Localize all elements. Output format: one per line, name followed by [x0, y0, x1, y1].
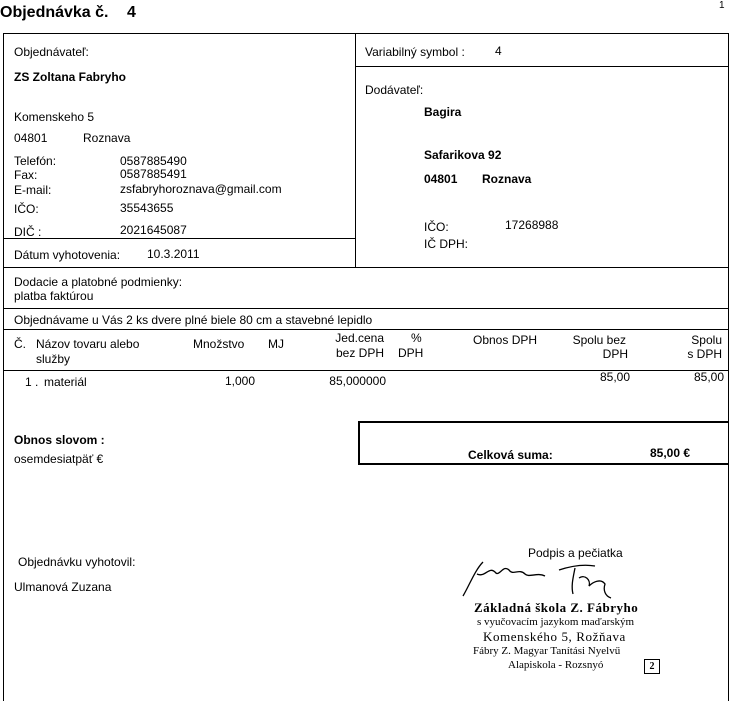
divider-vertical — [355, 33, 356, 267]
col-qty: Množstvo — [193, 337, 245, 351]
col-name-line1: Názov tovaru alebo — [36, 337, 140, 351]
prepared-name: Ulmanová Zuzana — [14, 580, 112, 594]
col-total-ex-line1: Spolu bez — [572, 333, 626, 347]
orderer-zip: 04801 — [14, 131, 48, 145]
divider-table-head — [3, 329, 729, 330]
order-description: Objednávame u Vás 2 ks dvere plné biele 80 cm a stavebné lepidlo — [14, 313, 373, 327]
amount-words-value: osemdesiatpäť € — [14, 452, 104, 466]
date-label: Dátum vyhotovenia: — [14, 248, 121, 262]
divider-terms — [3, 267, 729, 268]
col-no: Č. — [14, 337, 26, 351]
row-total-ex: 85,00 — [599, 370, 630, 384]
supplier-name: Bagira — [424, 105, 462, 119]
handwritten-signature — [455, 556, 625, 600]
email-label: E-mail: — [14, 183, 52, 197]
stamp-line2: s vyučovacím jazykom maďarským — [477, 616, 635, 628]
ico-value: 35543655 — [120, 201, 174, 215]
phone-label: Telefón: — [14, 154, 57, 168]
orderer-street: Komenskeho 5 — [14, 110, 95, 124]
terms-label: Dodacie a platobné podmienky: — [14, 275, 183, 289]
dic-value: 2021645087 — [120, 223, 187, 237]
col-total-line1: Spolu — [691, 333, 722, 347]
stamp-line4: Fábry Z. Magyar Tanítási Nyelvű — [473, 645, 621, 657]
col-total-line2: s DPH — [687, 347, 722, 361]
supplier-ico-value: 17268988 — [505, 218, 559, 232]
amount-words-label: Obnos slovom : — [14, 433, 105, 447]
total-value: 85,00 € — [650, 446, 691, 460]
divider-vs — [355, 66, 729, 67]
col-unit: MJ — [268, 337, 284, 351]
total-label: Celková suma: — [468, 448, 553, 462]
ico-label: IČO: — [14, 202, 39, 216]
row-price: 85,000000 — [329, 374, 386, 388]
row-total: 85,00 — [693, 370, 724, 384]
frame-right — [728, 33, 729, 701]
row-qty: 1,000 — [224, 374, 255, 388]
signature-label: Podpis a pečiatka — [528, 546, 623, 560]
page-title — [0, 4, 136, 22]
order-number: 4 — [126, 4, 136, 21]
date-value: 10.3.2011 — [147, 247, 200, 261]
fax-value: 0587885491 — [120, 167, 187, 181]
row-name: materiál — [44, 375, 87, 389]
supplier-label: Dodávateľ: — [365, 83, 424, 97]
orderer-label: Objednávateľ: — [14, 45, 89, 59]
stamp-line3: Komenského 5, Rožňava — [483, 629, 626, 644]
page-number: 1 — [719, 0, 725, 11]
stamp-line1: Základná škola Z. Fábryho — [474, 600, 639, 615]
vs-value: 4 — [495, 44, 502, 58]
supplier-ico-label: IČO: — [424, 220, 449, 234]
stamp-box: 2 — [644, 659, 660, 674]
frame-top — [3, 33, 729, 34]
supplier-street: Safarikova 92 — [424, 148, 502, 162]
col-vat-line1: % — [411, 331, 422, 345]
col-vat-amount: Obnos DPH — [473, 333, 538, 347]
terms-value: platba faktúrou — [14, 289, 94, 303]
orderer-city: Roznava — [83, 131, 131, 145]
col-vat-line2: DPH — [398, 346, 424, 360]
col-price-line1: Jed.cena — [335, 331, 384, 345]
divider-date — [3, 238, 355, 239]
divider-order — [3, 308, 729, 309]
orderer-name: ZS Zoltana Fabryho — [14, 70, 127, 84]
prepared-label: Objednávku vyhotovil: — [18, 555, 136, 569]
col-total-ex-line2: DPH — [602, 347, 628, 361]
col-price-line2: bez DPH — [335, 346, 384, 360]
email-value: zsfabryhoroznava@gmail.com — [120, 182, 282, 196]
supplier-icdph-label: IČ DPH: — [424, 237, 469, 251]
title-text: Objednávka č. — [0, 4, 109, 21]
phone-value: 0587885490 — [120, 154, 187, 168]
supplier-zip: 04801 — [424, 172, 458, 186]
stamp-line5: Alapiskola - Rozsnyó — [508, 659, 604, 671]
supplier-city: Roznava — [482, 172, 532, 186]
col-name-line2: služby — [36, 352, 71, 366]
frame-left — [3, 33, 4, 701]
row-no: 1 . — [25, 375, 39, 389]
dic-label: DIČ : — [14, 225, 42, 239]
vs-label: Variabilný symbol : — [365, 45, 465, 59]
fax-label: Fax: — [14, 168, 38, 182]
